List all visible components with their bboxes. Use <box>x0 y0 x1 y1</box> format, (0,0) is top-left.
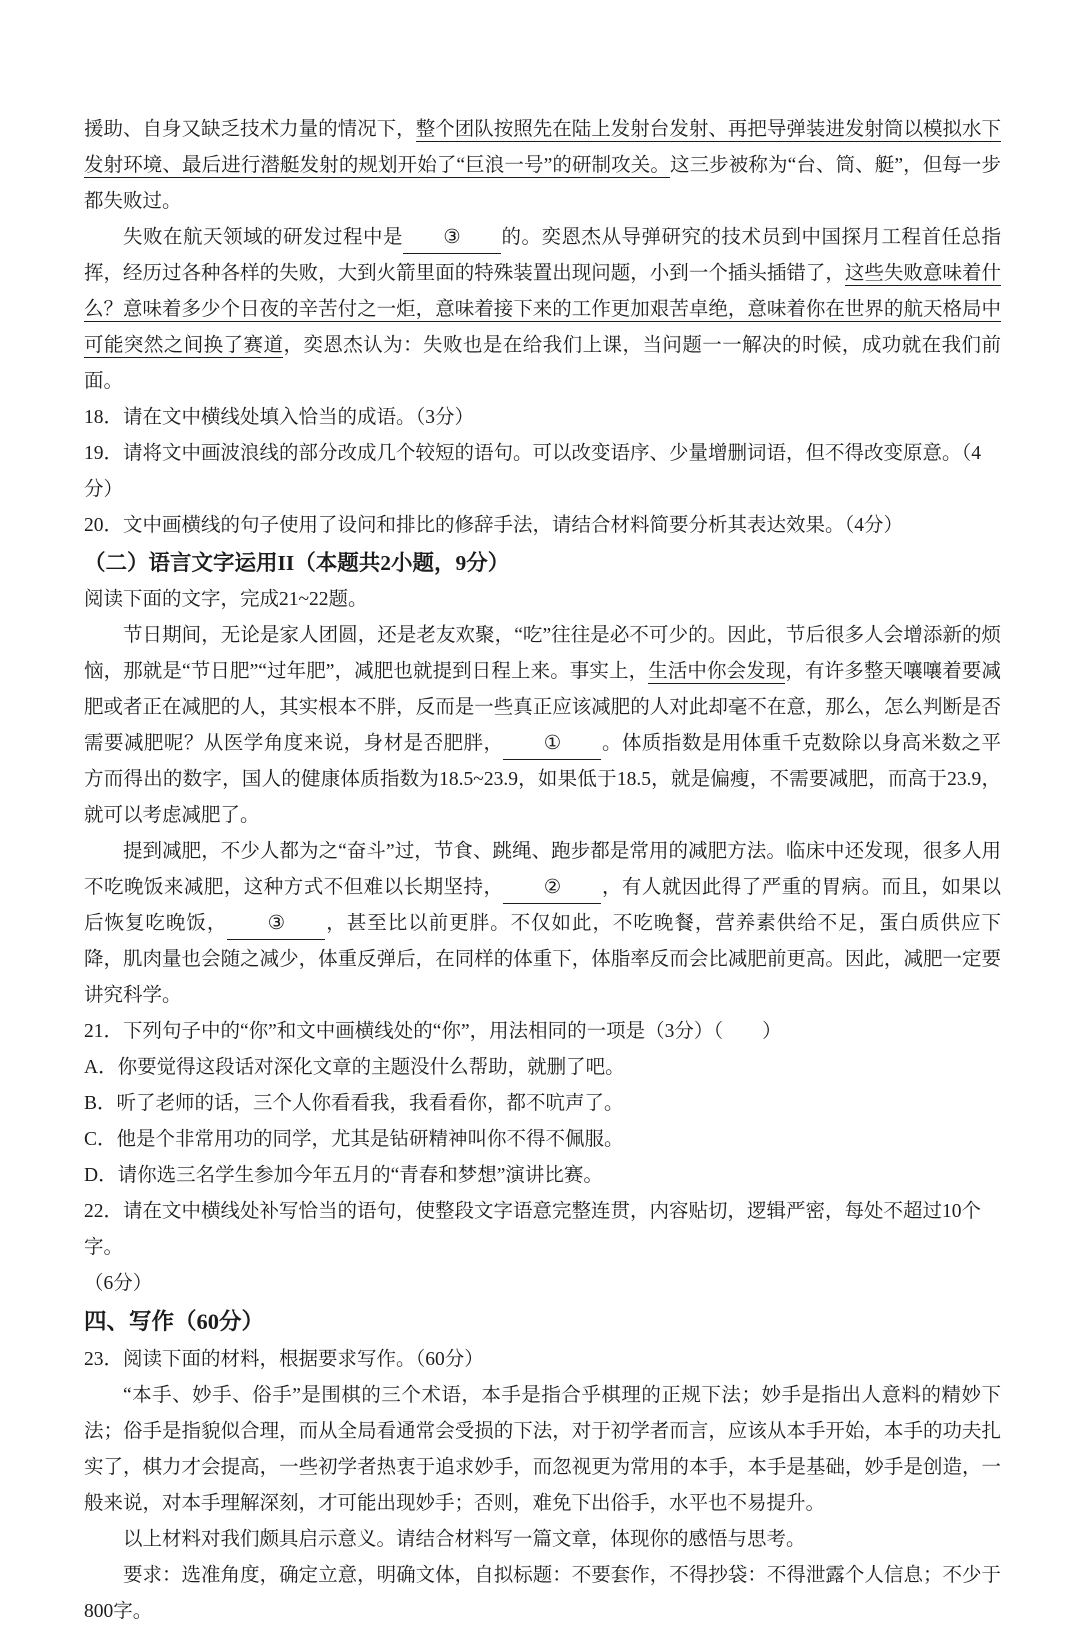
text-run: ，有许多整天嚷嚷着要减肥或者正在减肥的人，其实根本不胖，反而是一些真正应该减肥的人对此却毫不在意，那么，怎么判断是否需要减肥呢？从医学角度来说，身材是否肥胖， <box>84 661 1001 754</box>
question-21-option-a <box>84 1050 1001 1086</box>
text-run: 阅读下面的文字，完成21~22题。 <box>84 589 368 610</box>
text-run: 四、写作（60分） <box>84 1309 265 1334</box>
fill-in-blank: ① <box>503 729 601 760</box>
text-run: 19．请将文中画波浪线的部分改成几个较短的语句。可以改变语序、少量增删词语，但不得改变原意。（4分） <box>84 443 982 500</box>
text-run: 。体质指数是用体重千克数除以身高米数之平方而得出的数字，国人的健康体质指数为18.5~23.9，如果低于18.5，就是偏瘦，不需要减肥，而高于23.9，就可以考虑减肥了。 <box>84 733 1001 826</box>
question-21-option-d <box>84 1158 1001 1194</box>
question-19 <box>84 436 1001 508</box>
question-21 <box>84 1014 1001 1050</box>
text-run: 20．文中画横线的句子使用了设问和排比的修辞手法，请结合材料简要分析其表达效果。（4分） <box>84 515 904 536</box>
text-run: 的。奕恩杰从导弹研究的技术员到中国探月工程首任总指挥，经历过各种各样的失败，大到火箭里面的特殊装置出现问题，小到一个插头插错了， <box>84 227 1001 284</box>
text-run: A．你要觉得这段话对深化文章的主题没什么帮助，就删了吧。 <box>84 1057 625 1078</box>
underlined-text: 这些失败意味着什么？意味着多少个日夜的辛苦付之一炬，意味着接下来的工作更加艰苦卓绝，意味着你在世界的航天格局中可能突然之间换了赛道 <box>84 263 1001 356</box>
question-23 <box>84 1342 1001 1378</box>
essay-prompt-paragraph <box>84 1522 1001 1558</box>
underlined-text: 生活中你会发现 <box>648 661 786 682</box>
text-run: ，甚至比以前更胖。不仅如此，不吃晚餐，营养素供给不足，蛋白质供应下降，肌肉量也会随之减少，体重反弹后，在同样的体重下，体脂率反而会比减肥前更高。因此，减肥一定要讲究科学。 <box>84 913 1001 1006</box>
section-heading-writing <box>84 1302 1001 1342</box>
text-run: C．他是个非常用功的同学，尤其是钻研精神叫你不得不佩服。 <box>84 1129 624 1150</box>
text-run: 援助、自身又缺乏技术力量的情况下， <box>84 119 416 140</box>
text-run: 21．下列句子中的“你”和文中画横线处的“你”，用法相同的一项是（3分）（ ） <box>84 1021 782 1042</box>
fill-in-blank: ③ <box>403 223 501 254</box>
text-run: 提到减肥，不少人都为之“奋斗”过，节食、跳绳、跑步都是常用的减肥方法。临床中还发现，很多人用不吃晚饭来减肥，这种方式不但难以长期坚持， <box>84 841 1001 898</box>
passage-2-paragraph-2 <box>84 834 1001 1014</box>
text-run: ，奕恩杰认为：失败也是在给我们上课，当问题一一解决的时候，成功就在我们前面。 <box>84 335 1001 392</box>
text-run: 要求：选准角度，确定立意，明确文体，自拟标题：不要套作，不得抄袋：不得泄露个人信息；不少于800字。 <box>84 1565 1001 1622</box>
text-run: 节日期间，无论是家人团圆，还是老友欢聚，“吃”往往是必不可少的。因此，节后很多人会增添新的烦恼，那就是“节日肥”“过年肥”，减肥也就提到日程上来。事实上， <box>84 625 1001 682</box>
text-run: 失败在航天领域的研发过程中是 <box>123 227 403 248</box>
text-run: （6分） <box>84 1273 153 1294</box>
question-22 <box>84 1194 1001 1266</box>
text-run: （二）语言文字运用II（本题共2小题，9分） <box>84 551 510 575</box>
question-18 <box>84 400 1001 436</box>
passage-2-intro <box>84 582 1001 618</box>
text-run: 23．阅读下面的材料，根据要求写作。（60分） <box>84 1349 484 1370</box>
text-run: 这三步被称为“台、筒、艇”，但每一步都失败过。 <box>84 155 1002 212</box>
fill-in-blank: ② <box>503 873 601 904</box>
text-run: 以上材料对我们颇具启示意义。请结合材料写一篇文章，体现你的感悟与思考。 <box>123 1529 806 1550</box>
question-20 <box>84 508 1001 544</box>
passage-2-paragraph-1 <box>84 618 1001 834</box>
question-21-option-c <box>84 1122 1001 1158</box>
document-body <box>84 112 1001 1630</box>
question-22-score <box>84 1266 1001 1302</box>
text-run: B．听了老师的话，三个人你看看我，我看看你，都不吭声了。 <box>84 1093 624 1114</box>
text-run: ，有人就因此得了严重的胃病。而且，如果以后恢复吃晚饭， <box>84 877 1001 934</box>
text-run: D．请你选三名学生参加今年五月的“青春和梦想”演讲比赛。 <box>84 1165 603 1186</box>
text-run: 18．请在文中横线处填入恰当的成语。（3分） <box>84 407 475 428</box>
question-21-option-b <box>84 1086 1001 1122</box>
essay-material-paragraph <box>84 1378 1001 1522</box>
underlined-text: 整个团队按照先在陆上发射台发射、再把导弹装进发射筒以模拟水下发射环境、最后进行潜艇发射的规划开始了“巨浪一号”的研制攻关。 <box>84 119 1001 176</box>
section-heading-2 <box>84 544 1001 582</box>
essay-requirements-paragraph <box>84 1558 1001 1630</box>
passage-1-paragraph-1 <box>84 112 1001 220</box>
fill-in-blank: ③ <box>227 909 325 940</box>
text-run: 22．请在文中横线处补写恰当的语句，使整段文字语意完整连贯，内容贴切，逻辑严密，每处不超过10个字。 <box>84 1201 982 1258</box>
passage-1-paragraph-2 <box>84 220 1001 400</box>
text-run: “本手、妙手、俗手”是围棋的三个术语，本手是指合乎棋理的正规下法；妙手是指出人意料的精妙下法；俗手是指貌似合理，而从全局看通常会受损的下法，对于初学者而言，应该从本手开始，本手的功夫扎实了，棋力才会提高，一些初学者热衷于追求妙手，而忽视更为常用的本手，本手是基础，妙手是创造，一般来说，对本手理解深刻，才可能出现妙手；否则，难免下出俗手，水平也不易提升。 <box>84 1385 1001 1514</box>
